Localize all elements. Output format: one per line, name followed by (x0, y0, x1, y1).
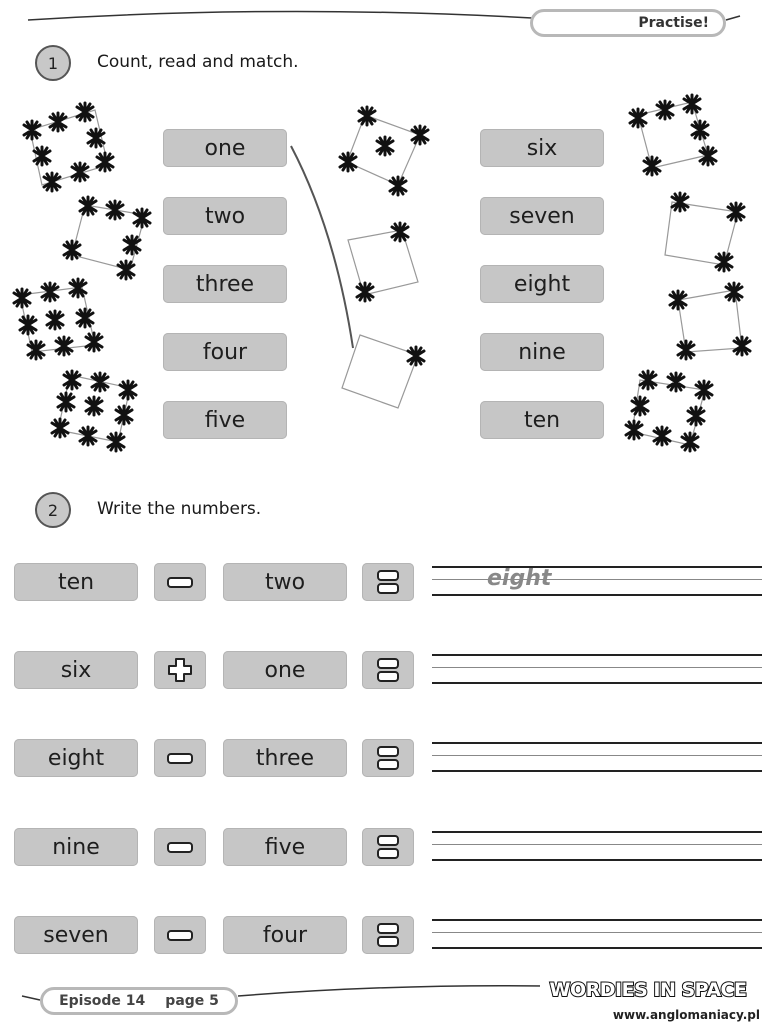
exercise-1-instruction: Count, read and match. (97, 52, 299, 72)
word-six[interactable]: six (480, 129, 604, 167)
page-label: page 5 (165, 993, 219, 1009)
wordies-in-space-logo: WORDIES IN SPACE (540, 973, 756, 1007)
row1-number-b: two (223, 563, 347, 601)
exercise-1-number: 1 (35, 45, 71, 81)
row1-number-a: ten (14, 563, 138, 601)
equals-sign-icon (362, 563, 414, 601)
episode-label: Episode 14 (59, 993, 146, 1009)
row3-number-a: eight (14, 739, 138, 777)
word-five[interactable]: five (163, 401, 287, 439)
equals-sign-icon (362, 651, 414, 689)
word-nine[interactable]: nine (480, 333, 604, 371)
answer-line-5[interactable] (432, 919, 762, 953)
equals-sign-icon (362, 828, 414, 866)
word-one[interactable]: one (163, 129, 287, 167)
site-url: www.anglomaniacy.pl (612, 1008, 760, 1022)
minus-sign-icon (154, 739, 206, 777)
exercise-2-instruction: Write the numbers. (97, 499, 262, 519)
equals-sign-icon (362, 739, 414, 777)
plus-sign-icon (154, 651, 206, 689)
practise-label: Practise! (638, 15, 709, 31)
exercise-2-number: 2 (35, 492, 71, 528)
answer-line-4[interactable] (432, 831, 762, 865)
row2-number-a: six (14, 651, 138, 689)
minus-sign-icon (154, 828, 206, 866)
row3-number-b: three (223, 739, 347, 777)
footer-tab (40, 987, 238, 1015)
row2-number-b: one (223, 651, 347, 689)
word-eight[interactable]: eight (480, 265, 604, 303)
row4-number-a: nine (14, 828, 138, 866)
word-seven[interactable]: seven (480, 197, 604, 235)
minus-sign-icon (154, 563, 206, 601)
practise-tab (530, 9, 726, 37)
star-groups (0, 90, 768, 460)
minus-sign-icon (154, 916, 206, 954)
sample-answer: eight (487, 566, 552, 591)
row5-number-a: seven (14, 916, 138, 954)
word-two[interactable]: two (163, 197, 287, 235)
answer-line-2[interactable] (432, 654, 762, 688)
word-three[interactable]: three (163, 265, 287, 303)
answer-line-1[interactable] (432, 566, 762, 600)
word-ten[interactable]: ten (480, 401, 604, 439)
equals-sign-icon (362, 916, 414, 954)
word-four[interactable]: four (163, 333, 287, 371)
row4-number-b: five (223, 828, 347, 866)
answer-line-3[interactable] (432, 742, 762, 776)
row5-number-b: four (223, 916, 347, 954)
